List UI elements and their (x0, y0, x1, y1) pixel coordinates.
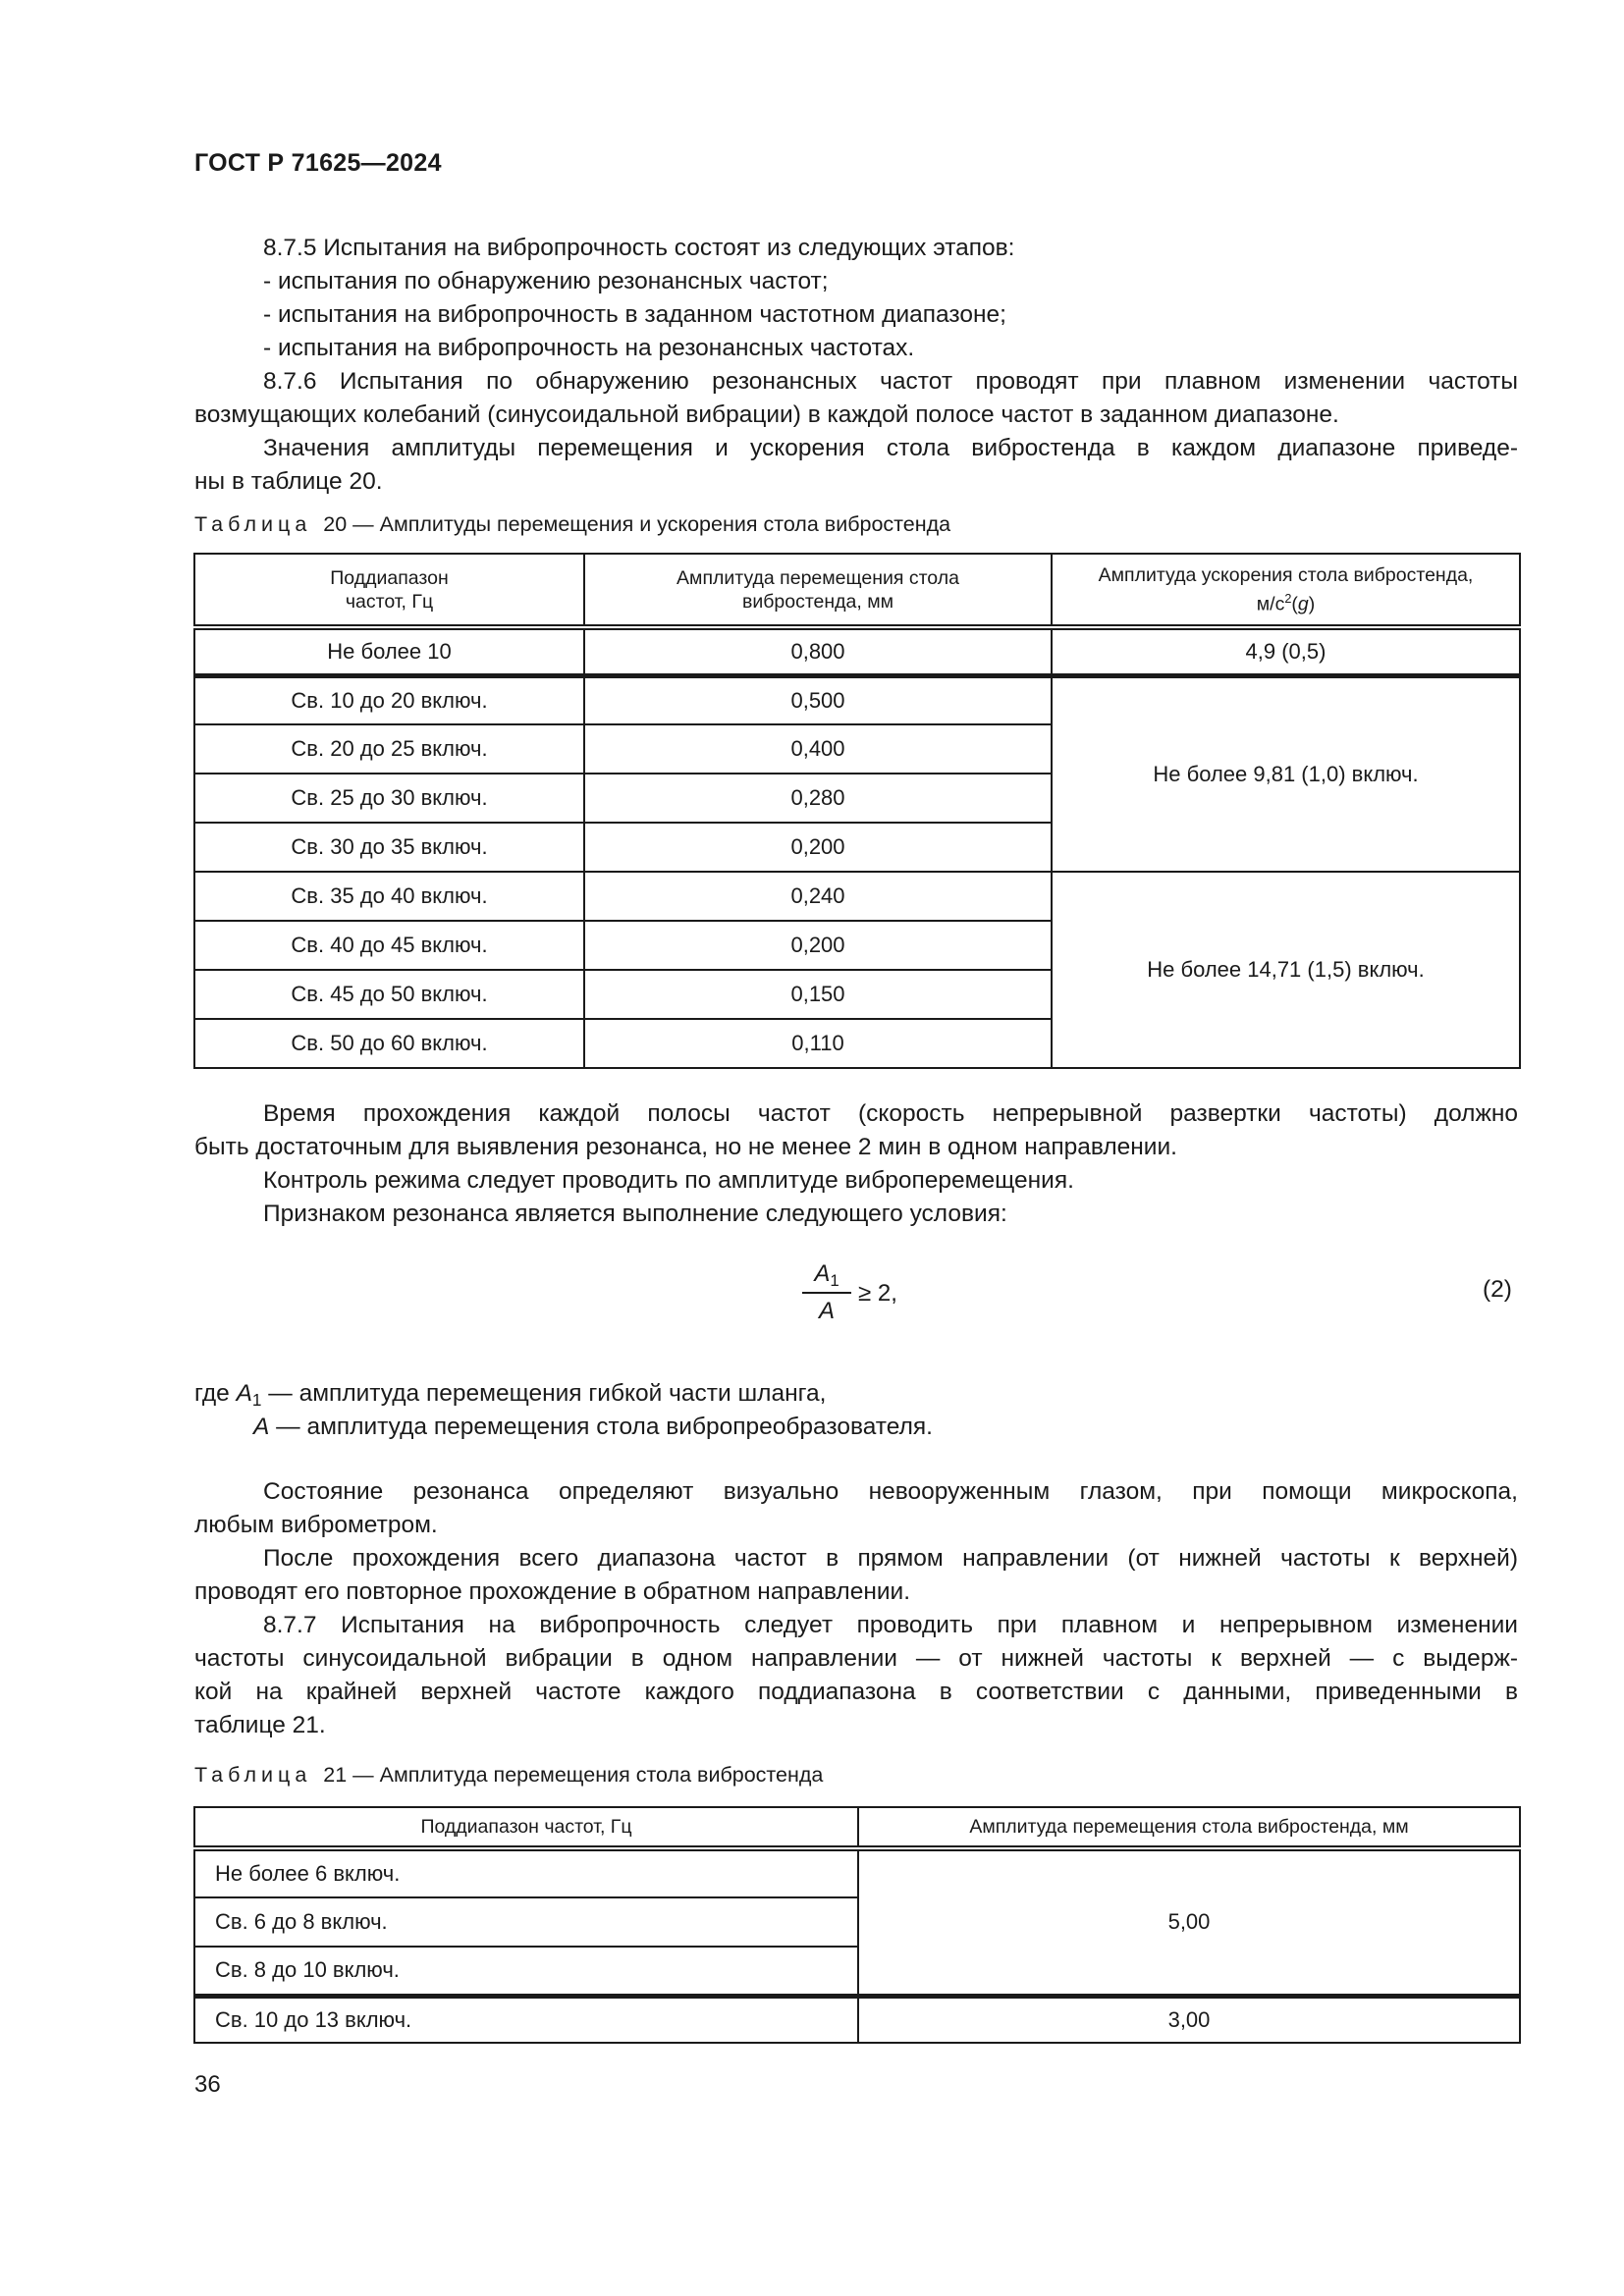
paragraph-line: После прохождения всего диапазона частот в прямом направлении (от нижней частоты к верхней) (263, 1545, 1518, 1572)
paragraph-line: Контроль режима следует проводить по амплитуде виброперемещения. (263, 1167, 1074, 1194)
subscript: 1 (830, 1271, 839, 1290)
paragraph-line: Признаком резонанса является выполнение следующего условия: (263, 1201, 1007, 1227)
list-item: - испытания по обнаружению резонансных частот; (263, 268, 829, 294)
section-8-7-7-line: 8.7.7 Испытания на вибропрочность следует проводить при плавном и непрерывном изменении (263, 1612, 1518, 1638)
acceleration-cell: Не более 9,81 (1,0) включ. (1052, 675, 1520, 872)
section-8-7-5-intro: 8.7.5 Испытания на вибропрочность состоят из следующих этапов: (263, 235, 1015, 261)
section-8-7-7-line: таблице 21. (194, 1712, 326, 1738)
range-cell: Св. 35 до 40 включ. (194, 872, 584, 921)
table-row (194, 1848, 1520, 1897)
unit-text: ) (1308, 593, 1316, 615)
header-text: вибростенда, мм (741, 590, 894, 613)
where-prefix: где (194, 1380, 237, 1407)
table-row (194, 627, 1520, 675)
range-cell: Не более 6 включ. (194, 1848, 858, 1897)
range-cell: Св. 50 до 60 включ. (194, 1019, 584, 1068)
displacement-cell: 0,400 (584, 724, 1052, 774)
acceleration-cell: 4,9 (0,5) (1052, 627, 1520, 675)
section-8-7-7-line: кой на крайней верхней частоте каждого поддиапазона в соответствии с данными, приведенными в (194, 1679, 1518, 1705)
range-cell: Св. 45 до 50 включ. (194, 970, 584, 1019)
range-cell: Св. 10 до 13 включ. (194, 1996, 858, 2043)
header-text: Поддиапазон (330, 566, 449, 589)
paragraph-line: ны в таблице 20. (194, 468, 383, 495)
header-text: Амплитуда перемещения стола (677, 566, 959, 589)
where-line-2 (253, 1411, 933, 1444)
table-21 (193, 1806, 1521, 2044)
paragraph-line: Время прохождения каждой полосы частот (скорость непрерывной развертки частоты) должно (263, 1100, 1518, 1127)
symbol-a1: A (814, 1260, 831, 1287)
range-cell: Не более 10 (194, 627, 584, 675)
table-header-cell: Поддиапазон частот, Гц (194, 1807, 858, 1848)
table-20 (193, 553, 1521, 1069)
table-20-caption (194, 510, 950, 538)
table-row (194, 675, 1520, 724)
displacement-cell: 0,800 (584, 627, 1052, 675)
caption-text: 20 — Амплитуды перемещения и ускорения стола вибростенда (323, 512, 951, 536)
table-row (194, 1996, 1520, 2043)
section-8-7-6-line: 8.7.6 Испытания по обнаружению резонансных частот проводят при плавном изменении частоты (263, 368, 1518, 395)
symbol-a: A (253, 1414, 270, 1440)
paragraph-line: быть достаточным для выявления резонанса, но не менее 2 мин в одном направлении. (194, 1134, 1177, 1160)
unit-text: м/с (1256, 593, 1285, 615)
document-header: ГОСТ Р 71625—2024 (194, 149, 442, 177)
equation-number: (2) (1483, 1276, 1512, 1303)
unit-superscript: 2 (1284, 591, 1292, 606)
range-cell: Св. 25 до 30 включ. (194, 774, 584, 823)
definition-text: — амплитуда перемещения стола вибропреобразователя. (269, 1414, 933, 1440)
caption-label: Таблица (194, 1763, 312, 1787)
range-cell: Св. 20 до 25 включ. (194, 724, 584, 774)
displacement-cell: 0,150 (584, 970, 1052, 1019)
range-cell: Св. 30 до 35 включ. (194, 823, 584, 872)
range-cell: Св. 40 до 45 включ. (194, 921, 584, 970)
paragraph-line: проводят его повторное прохождение в обратном направлении. (194, 1578, 911, 1605)
caption-text: 21 — Амплитуда перемещения стола вибростенда (323, 1763, 824, 1787)
header-text: Амплитуда ускорения стола вибростенда, (1098, 563, 1474, 586)
formula-numerator (802, 1258, 851, 1290)
subscript: 1 (251, 1390, 262, 1410)
displacement-cell: 0,280 (584, 774, 1052, 823)
displacement-cell: 5,00 (858, 1848, 1520, 1996)
section-8-7-6-line: возмущающих колебаний (синусоидальной вибрации) в каждой полосе частот в заданном диапазоне. (194, 401, 1339, 428)
section-8-7-7-line: частоты синусоидальной вибрации в одном направлении — от нижней частоты к верхней — с выдерж- (194, 1645, 1518, 1672)
caption-label: Таблица (194, 512, 312, 536)
paragraph-line: Значения амплитуды перемещения и ускорения стола вибростенда в каждом диапазоне приведе- (263, 435, 1518, 461)
fraction-bar (802, 1292, 851, 1294)
range-cell: Св. 8 до 10 включ. (194, 1947, 858, 1996)
table-21-caption (194, 1761, 823, 1789)
unit-text: ( (1291, 593, 1298, 615)
displacement-cell: 0,110 (584, 1019, 1052, 1068)
table-header-cell (194, 554, 584, 627)
paragraph-line: любым виброметром. (194, 1512, 438, 1538)
range-cell: Св. 6 до 8 включ. (194, 1897, 858, 1947)
formula-relation: ≥ 2, (858, 1280, 897, 1307)
page-number: 36 (194, 2071, 221, 2098)
acceleration-cell: Не более 14,71 (1,5) включ. (1052, 872, 1520, 1068)
displacement-cell: 0,200 (584, 823, 1052, 872)
table-header-cell (1052, 554, 1520, 627)
displacement-cell: 3,00 (858, 1996, 1520, 2043)
table-header-cell (584, 554, 1052, 627)
table-header-cell: Амплитуда перемещения стола вибростенда, мм (858, 1807, 1520, 1848)
paragraph-line: Состояние резонанса определяют визуально невооруженным глазом, при помощи микроскопа, (263, 1478, 1518, 1505)
header-text (1053, 587, 1519, 616)
table-row (194, 872, 1520, 921)
symbol-a1: A (236, 1380, 252, 1407)
range-cell: Св. 10 до 20 включ. (194, 675, 584, 724)
list-item: - испытания на вибропрочность в заданном частотном диапазоне; (263, 301, 1006, 328)
formula-fraction (802, 1258, 851, 1327)
definition-text: — амплитуда перемещения гибкой части шланга, (261, 1380, 827, 1407)
header-text: частот, Гц (345, 590, 434, 613)
unit-g: g (1297, 593, 1309, 615)
displacement-cell: 0,200 (584, 921, 1052, 970)
displacement-cell: 0,240 (584, 872, 1052, 921)
list-item: - испытания на вибропрочность на резонансных частотах. (263, 335, 915, 361)
displacement-cell: 0,500 (584, 675, 1052, 724)
formula-denominator: A (818, 1298, 835, 1324)
